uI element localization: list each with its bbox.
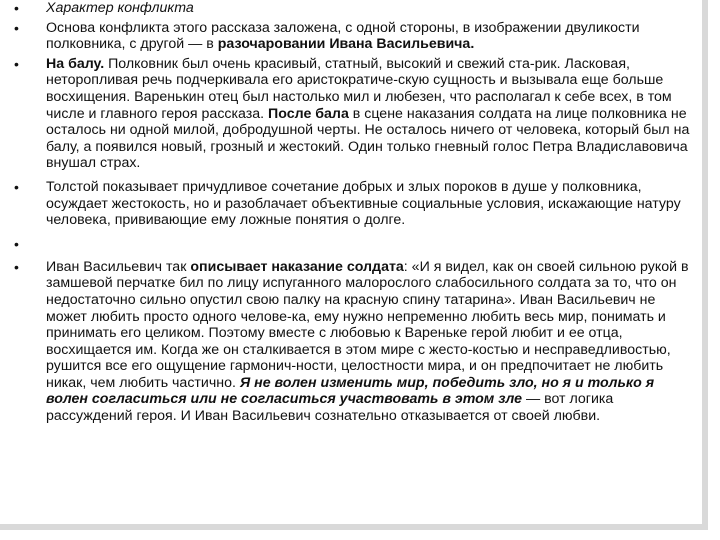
bullet-item-conflict-basis	[12, 20, 692, 53]
bullet-item-tolstoy	[12, 179, 692, 229]
emphasis-text: описывает наказание солдата	[190, 258, 404, 275]
paragraph-text: — вот логика рассуждений героя. И Иван Васильевич сознательно отказывается от своей любви.	[46, 391, 614, 425]
bullet-dot: •	[14, 235, 19, 252]
paragraph-text: Иван Васильевич так	[46, 258, 191, 275]
bullet-item-empty	[12, 236, 692, 252]
paragraph-text: в сцене наказания солдата на лице полковника не осталось ни одной милой, добродушной черты. Не осталось ничего от человека, который был на балу, а появился новый, грозный и жестокий. Один только гневный голос Петра Владиславовича внушал страх.	[46, 105, 690, 172]
paragraph-text: : «И я видел, как он своей сильною рукой в замшевой перчатке бил по лицу испуганного малорослого слабосильного солдата за то, что он недостаточно сильно опустил свою палку на красную спину татарина». Иван Васильевич не может любить просто одного челове-ка, ему нужно непременно любить весь мир, понимать и принимать его целиком. Поэтому вместе с любовью к Вареньке герой любит и ее отца, восхищается им. Когда же он сталкивается в этом мире с жесто-костью и несправедливостью, рушится все его ощущение гармонич-ности, целостности мира, и он предпочитает не любить никак, чем любить частично.	[46, 258, 689, 391]
bullet-dot: •	[14, 0, 19, 16]
bullet-list	[12, 0, 692, 425]
paragraph-lead: На балу.	[46, 55, 105, 72]
bullet-dot: •	[14, 178, 19, 195]
emphasis-quote: Я не волен изменить мир, победить зло, но я и только я волен согласиться или не согласиться участвовать в этом зле	[46, 374, 655, 408]
bullet-item-conflict-heading	[12, 0, 692, 17]
bullet-dot: •	[14, 258, 19, 275]
paragraph-text: Основа конфликта этого рассказа заложена, с одной стороны, в изображении двуликости полковника, с другой — в	[46, 19, 640, 53]
bullet-item-punishment	[12, 259, 692, 425]
emphasis-text: После бала	[268, 105, 349, 122]
bullet-item-at-the-ball	[12, 56, 692, 172]
paragraph-text: Толстой показывает причудливое сочетание добрых и злых пороков в душе у полковника, осуждает жестокость, но и разоблачает объективные социальные условия, искажающие натуру человека, прививающие ему ложные понятия о долге.	[46, 178, 681, 229]
section-heading: Характер конфликта	[46, 0, 194, 16]
bullet-dot: •	[14, 55, 19, 72]
paragraph-text: Полковник был очень красивый, статный, высокий и свежий ста-рик. Ласковая, неторопливая речь подчеркивала его аристократиче-скую сущность и вызывала еще больше восхищения. Варенькин отец был настолько мил и любезен, что располагал к себе всех, в том числе и главного героя рассказа.	[46, 55, 672, 122]
bullet-dot: •	[14, 19, 19, 36]
emphasis-text: разочаровании Ивана Васильевича.	[217, 36, 475, 53]
